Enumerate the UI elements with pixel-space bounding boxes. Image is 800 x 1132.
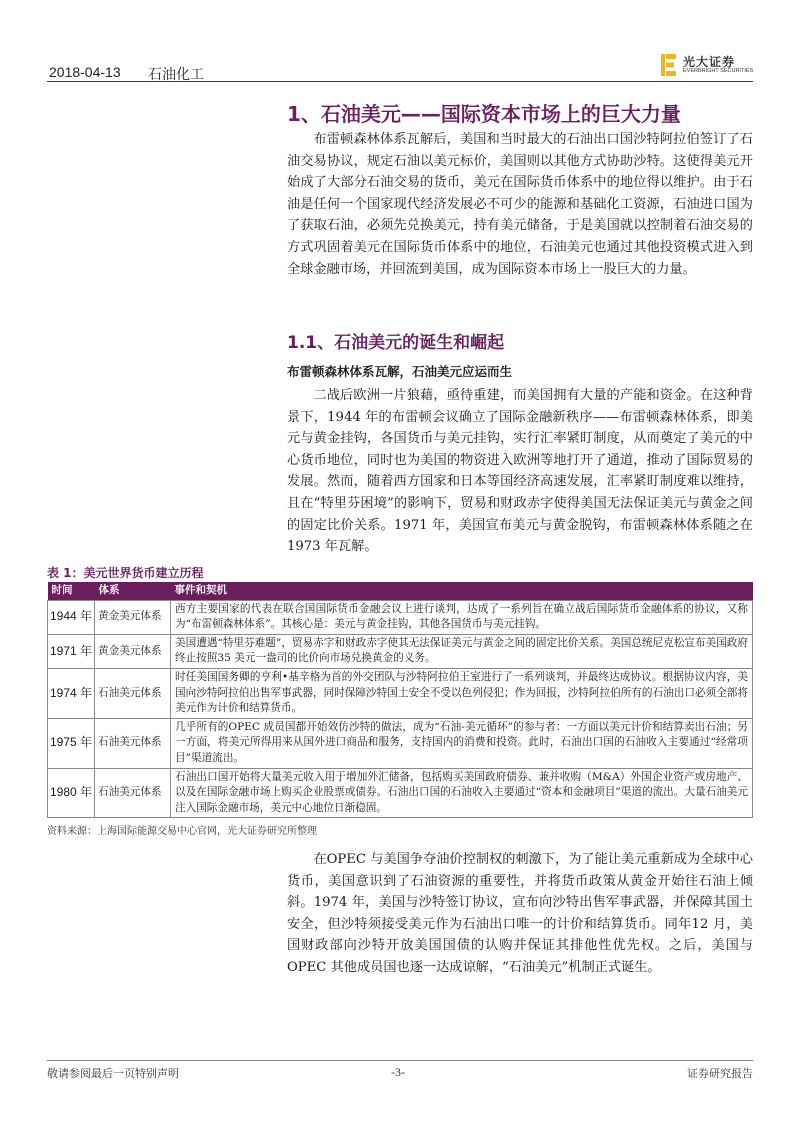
- page-header: [47, 52, 753, 82]
- table-cell-event: 时任美国国务卿的亨利•基辛格为首的外交团队与沙特阿拉伯王室进行了一系列谈判，并最终达成协议。根据协议内容，美国向沙特阿拉伯出售军事武器，同时保障沙特国土安全不受以色列侵犯；作为回报，沙特阿拉伯所有的石油出口必须全部将美元作为计价和结算货币。: [171, 668, 753, 718]
- disclaimer-note: 敬请参阅最后一页特别声明: [47, 1067, 179, 1080]
- table-cell-system: 石油美元体系: [95, 718, 171, 768]
- table-header-row: [48, 582, 753, 600]
- body-paragraph: 布雷顿森林体系瓦解后，美国和当时最大的石油出口国沙特阿拉伯签订了石油交易协议，规定石油以美元标价，美国则以其他方式协助沙特。这使得美元开始成了大部分石油交易的货币，美元在国际货币体系中的地位得以维护。由于石油是任何一个国家现代经济发展必不可少的能源和基础化工资源，石油进口国为了获取石油，必须先兑换美元，持有美元储备，于是美国就以控制着石油交易的方式巩固着美元在国际货币体系中的地位，石油美元也通过其他投资模式进入到全球金融市场，并回流到美国，成为国际资本市场上一股巨大的力量。: [287, 132, 753, 277]
- report-date: 2018-04-13: [49, 64, 121, 80]
- everbright-logo-icon: [661, 54, 677, 76]
- table-cell-time: 1980 年: [48, 768, 95, 818]
- table-cell-event: 西方主要国家的代表在联合国国际货币金融会议上进行谈判，达成了一系列旨在确立战后国际货币金融体系的协议，又称为“布雷顿森林体系”。其核心是：美元与黄金挂钩，其他各国货币与美元挂钩。: [171, 600, 753, 634]
- history-table: [47, 582, 753, 818]
- table-cell-event: 几乎所有的OPEC 成员国都开始效仿沙特的做法，成为“石油-美元循环”的参与者：一方面以美元计价和结算卖出石油；另一方面，将美元所得用来从国外进口商品和服务，支持国内的消费和投资。此时，石油出口国的石油收入主要通过“经常项目”渠道流出。: [171, 718, 753, 768]
- table-cell-event: 石油出口国开始将大量美元收入用于增加外汇储备，包括购买美国政府债券、兼并收购（M&A）外国企业资产或房地产、以及在国际金融市场上购买企业股票或债券。石油出口国的石油收入主要通过“资本和金融项目”渠道的流出。大量石油美元注入国际金融市场，美元中心地位日渐稳固。: [171, 768, 753, 818]
- table-title: 表 1：美元世界货币建立历程: [47, 566, 204, 580]
- table-cell-event: 美国遭遇“特里芬难题”，贸易赤字和财政赤字使其无法保证美元与黄金之间的固定比价关系。美国总统尼克松宣布美国政府终止按照35 美元一盎司的比价向市场兑换黄金的义务。: [171, 634, 753, 668]
- table-cell-system: 石油美元体系: [95, 668, 171, 718]
- subsection-heading: 1.1、石油美元的诞生和崛起: [287, 333, 505, 353]
- table-row: [48, 768, 753, 818]
- logo-text-cn: 光大证券: [683, 55, 736, 69]
- table-row: [48, 634, 753, 668]
- page-footer: [47, 1060, 753, 1082]
- report-sector: 石油化工: [148, 67, 204, 83]
- table-cell-time: 1944 年: [48, 600, 95, 634]
- logo-text-en: EVERBRIGHT SECURITIES: [683, 68, 754, 74]
- body-paragraph: 在OPEC 与美国争夺油价控制权的刺激下，为了能让美元重新成为全球中心货币，美国意识到了石油资源的重要性，并将货币政策从黄金开始往石油上倾斜。1974 年，美国与沙特签订协议，宣布向沙特出售军事武器，并保障其国土安全，但沙特须接受美元作为石油出口唯一的计价和结算货币。同年12 月，美国财政部向沙特开放美国国债的认购并保证其排他性优先权。之后，美国与OPEC 其他成员国也逐一达成谅解，“石油美元”机制正式诞生。: [287, 852, 753, 975]
- section-heading: 1、石油美元——国际资本市场上的巨大力量: [287, 102, 681, 126]
- table-cell-system: 黄金美元体系: [95, 600, 171, 634]
- table-source-note: 资料来源：上海国际能源交易中心官网，光大证券研究所整理: [47, 826, 317, 837]
- table-row: [48, 600, 753, 634]
- everbright-logo: [661, 52, 753, 78]
- table-cell-time: 1974 年: [48, 668, 95, 718]
- table-header-cell: 体系: [95, 582, 171, 600]
- table-header-cell: 时间: [48, 582, 95, 600]
- body-paragraph: 二战后欧洲一片狼藉，亟待重建，而美国拥有大量的产能和资金。在这种背景下，1944 年的布雷顿会议确立了国际金融新秩序——布雷顿森林体系，即美元与黄金挂钩，各国货币与美元挂钩，实行汇率紧盯制度，从而奠定了美元的中心货币地位，同时也为美国的物资进入欧洲等地打开了通道，推动了国际贸易的发展。然而，随着西方国家和日本等国经济高速发展，汇率紧盯制度难以维持，且在“特里芬困境”的影响下，贸易和财政赤字使得美国无法保证美元与黄金之间的固定比价关系。1971 年，美国宣布美元与黄金脱钩，布雷顿森林体系随之在1973 年瓦解。: [287, 388, 753, 555]
- paragraph-heading: 布雷顿森林体系瓦解，石油美元应运而生: [287, 364, 513, 379]
- table-cell-system: 黄金美元体系: [95, 634, 171, 668]
- table-cell-time: 1971 年: [48, 634, 95, 668]
- page-number: -3-: [391, 1065, 405, 1079]
- table-row: [48, 718, 753, 768]
- report-type: 证券研究报告: [687, 1067, 753, 1080]
- table-header-cell: 事件和契机: [171, 582, 753, 600]
- table-row: [48, 668, 753, 718]
- table-cell-system: 石油美元体系: [95, 768, 171, 818]
- table-cell-time: 1975 年: [48, 718, 95, 768]
